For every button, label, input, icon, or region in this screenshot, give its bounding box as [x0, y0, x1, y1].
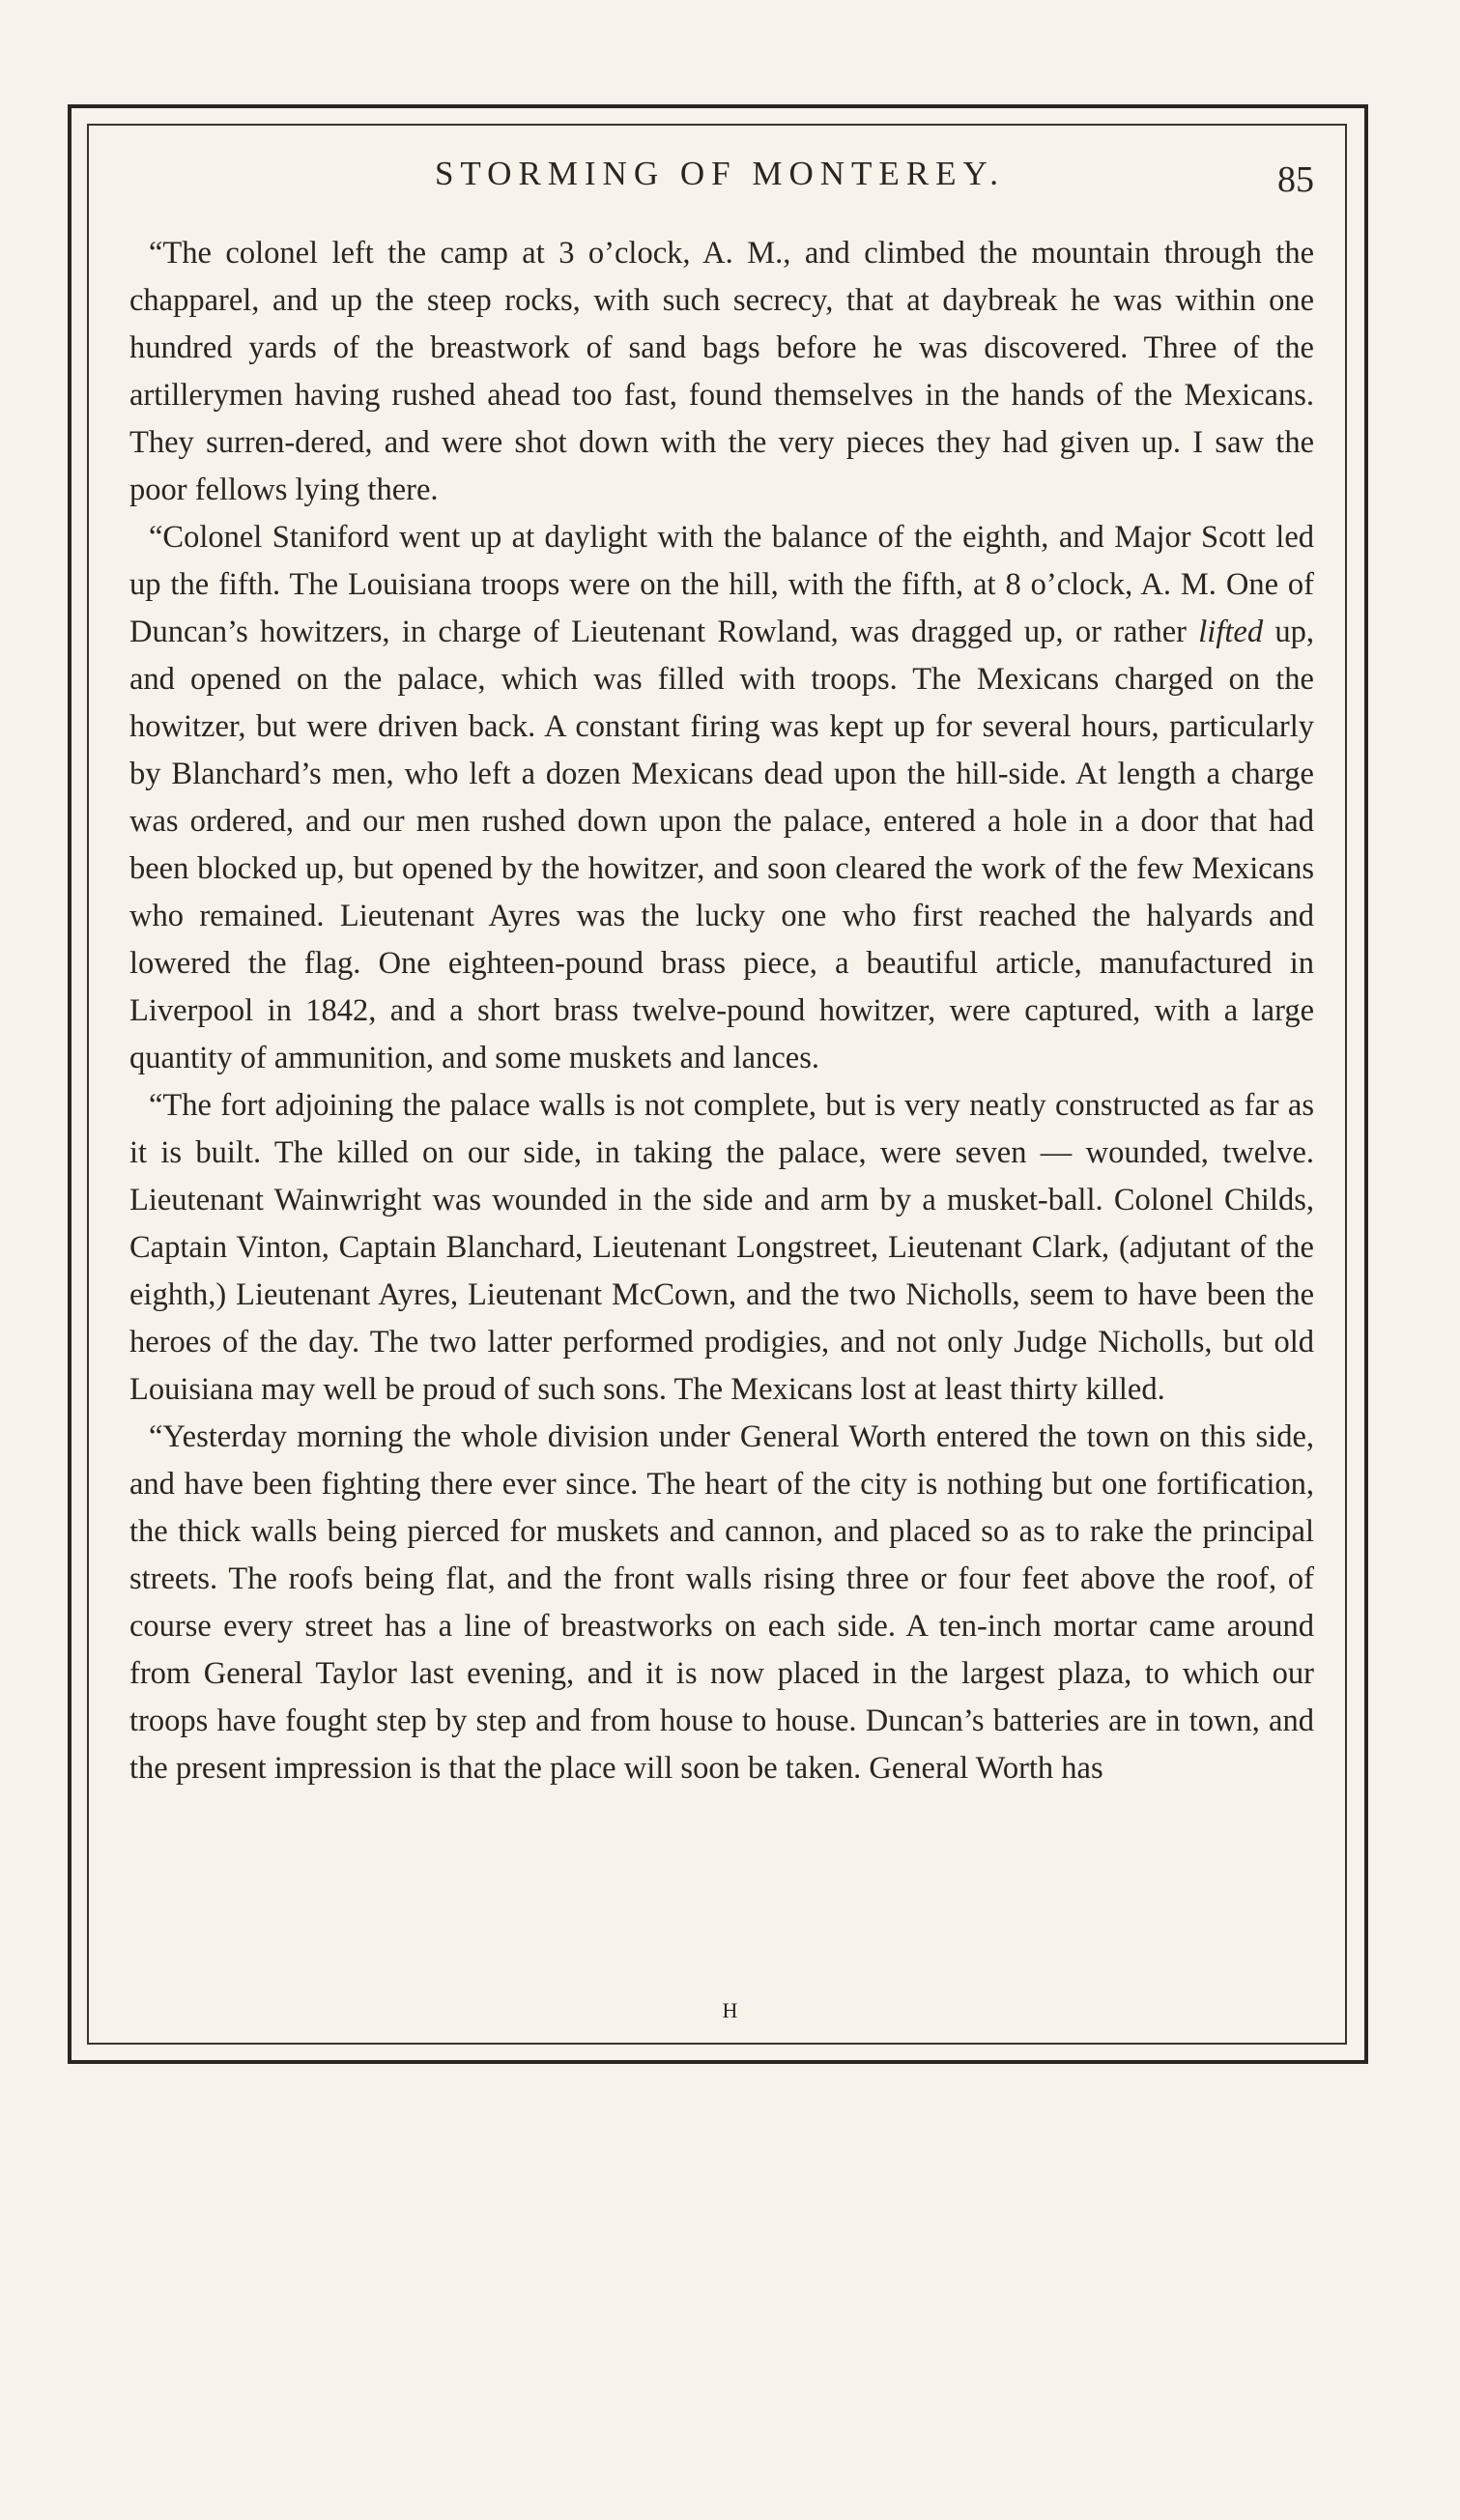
- paragraph-2: [129, 514, 1314, 1082]
- signature-mark: H: [722, 1998, 738, 2022]
- body-text: [129, 230, 1314, 1792]
- paragraph-2-text-b: up, and opened on the palace, which was filled with troops. The Mexicans charged on the howitzer, but were driven back. A constant firing was kept up for several hours, particularly by Blanchard’s men, who left a dozen Mexicans dead upon the hill-side. At length a charge was ordered, and our men rushed down upon the palace, entered a hole in a door that had been blocked up, but opened by the howitzer, and soon cleared the work of the few Mexicans who remained. Lieutenant Ayres was the lucky one who first reached the halyards and lowered the flag. One eighteen-pound brass piece, a beautiful article, manufactured in Liverpool in 1842, and a short brass twelve-pound howitzer, were captured, with a large quantity of ammunition, and some muskets and lances.: [129, 615, 1314, 1075]
- page-number: 85: [1277, 159, 1314, 200]
- page-header: [126, 155, 1314, 213]
- paragraph-2-italic-word: lifted: [1198, 615, 1264, 649]
- paragraph-2-text-a: “Colonel Staniford went up at daylight with the balance of the eighth, and Major Scott led up the fifth. The Louisiana troops were on the hill, with the fifth, at 8 o’clock, A. M. One of Duncan’s howitzers, in charge of Lieutenant Rowland, was dragged up, or rather: [129, 520, 1314, 649]
- running-head: STORMING OF MONTEREY.: [434, 155, 1006, 192]
- paragraph-1: “The colonel left the camp at 3 o’clock, A. M., and climbed the mountain through the chapparel, and up the steep rocks, with such secrecy, that at daybreak he was within one hundred yards of the breastwork of sand bags before he was discovered. Three of the artillerymen having rushed ahead too fast, found themselves in the hands of the Mexicans. They surren-dered, and were shot down with the very pieces they had given up. I saw the poor fellows lying there.: [129, 236, 1314, 507]
- paragraph-4: “Yesterday morning the whole division under General Worth entered the town on this side, and have been fighting there ever since. The heart of the city is nothing but one fortification, the thick walls being pierced for muskets and cannon, and placed so as to rake the principal streets. The roofs being flat, and the front walls rising three or four feet above the roof, of course every street has a line of breastworks on each side. A ten-inch mortar came around from General Taylor last evening, and it is now placed in the largest plaza, to which our troops have fought step by step and from house to house. Duncan’s batteries are in town, and the present impression is that the place will soon be taken. General Worth has: [129, 1419, 1314, 1786]
- paragraph-3: “The fort adjoining the palace walls is not complete, but is very neatly constructed as far as it is built. The killed on our side, in taking the palace, were seven — wounded, twelve. Lieutenant Wainwright was wounded in the side and arm by a musket-ball. Colonel Childs, Captain Vinton, Captain Blanchard, Lieutenant Longstreet, Lieutenant Clark, (adjutant of the eighth,) Lieutenant Ayres, Lieutenant McCown, and the two Nicholls, seem to have been the heroes of the day. The two latter performed prodigies, and not only Judge Nicholls, but old Louisiana may well be proud of such sons. The Mexicans lost at least thirty killed.: [129, 1088, 1314, 1407]
